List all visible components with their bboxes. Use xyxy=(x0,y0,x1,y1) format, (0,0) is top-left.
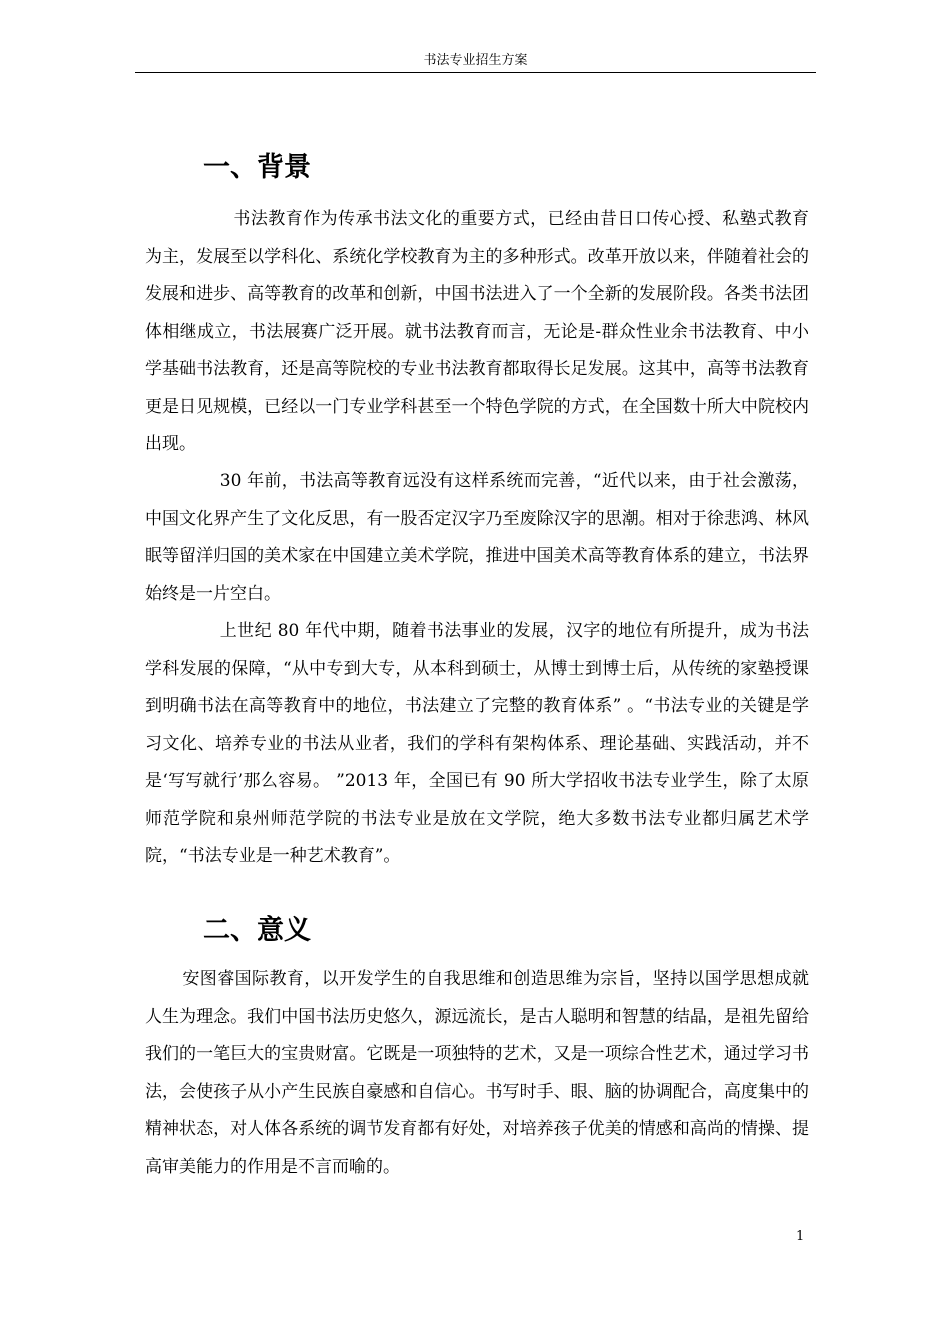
meaning-paragraph-1: 安图睿国际教育，以开发学生的自我思维和创造思维为宗旨，坚持以国学思想成就人生为理念。我们中国书法历史悠久，源远流长，是古人聪明和智慧的结晶，是祖先留给我们的一笔巨大的宝贵财富。它既是一项独特的艺术，又是一项综合性艺术，通过学习书法，会使孩子从小产生民族自豪感和自信心。书写时手、眼、脑的协调配合，高度集中的精神状态，对人体各系统的调节发育都有好处，对培养孩子优美的情感和高尚的情操、提高审美能力的作用是不言而喻的。 xyxy=(145,969,809,1177)
background-paragraph-1: 书法教育作为传承书法文化的重要方式，已经由昔日口传心授、私塾式教育为主，发展至以学科化、系统化学校教育为主的多种形式。改革开放以来，伴随着社会的发展和进步、高等教育的改革和创新，中国书法进入了一个全新的发展阶段。各类书法团体相继成立，书法展赛广泛开展。就书法教育而言，无论是-群众性业余书法教育、中小学基础书法教育，还是高等院校的专业书法教育都取得长足发展。这其中，高等书法教育更是日见规模，已经以一门专业学科甚至一个特色学院的方式，在全国数十所大中院校内出现。 xyxy=(145,209,809,454)
section-heading-meaning: 二、意义 xyxy=(203,915,311,946)
header-divider xyxy=(135,72,816,73)
section-heading-background: 一、背景 xyxy=(203,152,311,183)
running-header: 书法专业招生方案 xyxy=(423,53,528,68)
background-paragraph-2: 30 年前，书法高等教育远没有这样系统而完善，“近代以来，由于社会激荡，中国文化界产生了文化反思，有一股否定汉字乃至废除汉字的思潮。相对于徐悲鸿、林风眠等留洋归国的美术家在中国建立美术学院，推进中国美术高等教育体系的建立，书法界始终是一片空白。 xyxy=(145,471,809,604)
background-paragraph-3: 上世纪 80 年代中期，随着书法事业的发展，汉字的地位有所提升，成为书法学科发展的保障，“从中专到大专，从本科到硕士，从博士到博士后，从传统的家塾授课到明确书法在高等教育中的地位，书法建立了完整的教育体系” 。“书法专业的关键是学习文化、培养专业的书法从业者，我们的学科有架构体系、理论基础、实践活动，并不是‘写写就行’那么容易。 ”2013 年，全国已有 90 所大学招收书法专业学生，除了太原师范学院和泉州师范学院的书法专业是放在文学院，绝大多数书法专业都归属艺术学院，“书法专业是一种艺术教育”。 xyxy=(145,621,809,866)
page-number: 1 xyxy=(796,1229,805,1244)
